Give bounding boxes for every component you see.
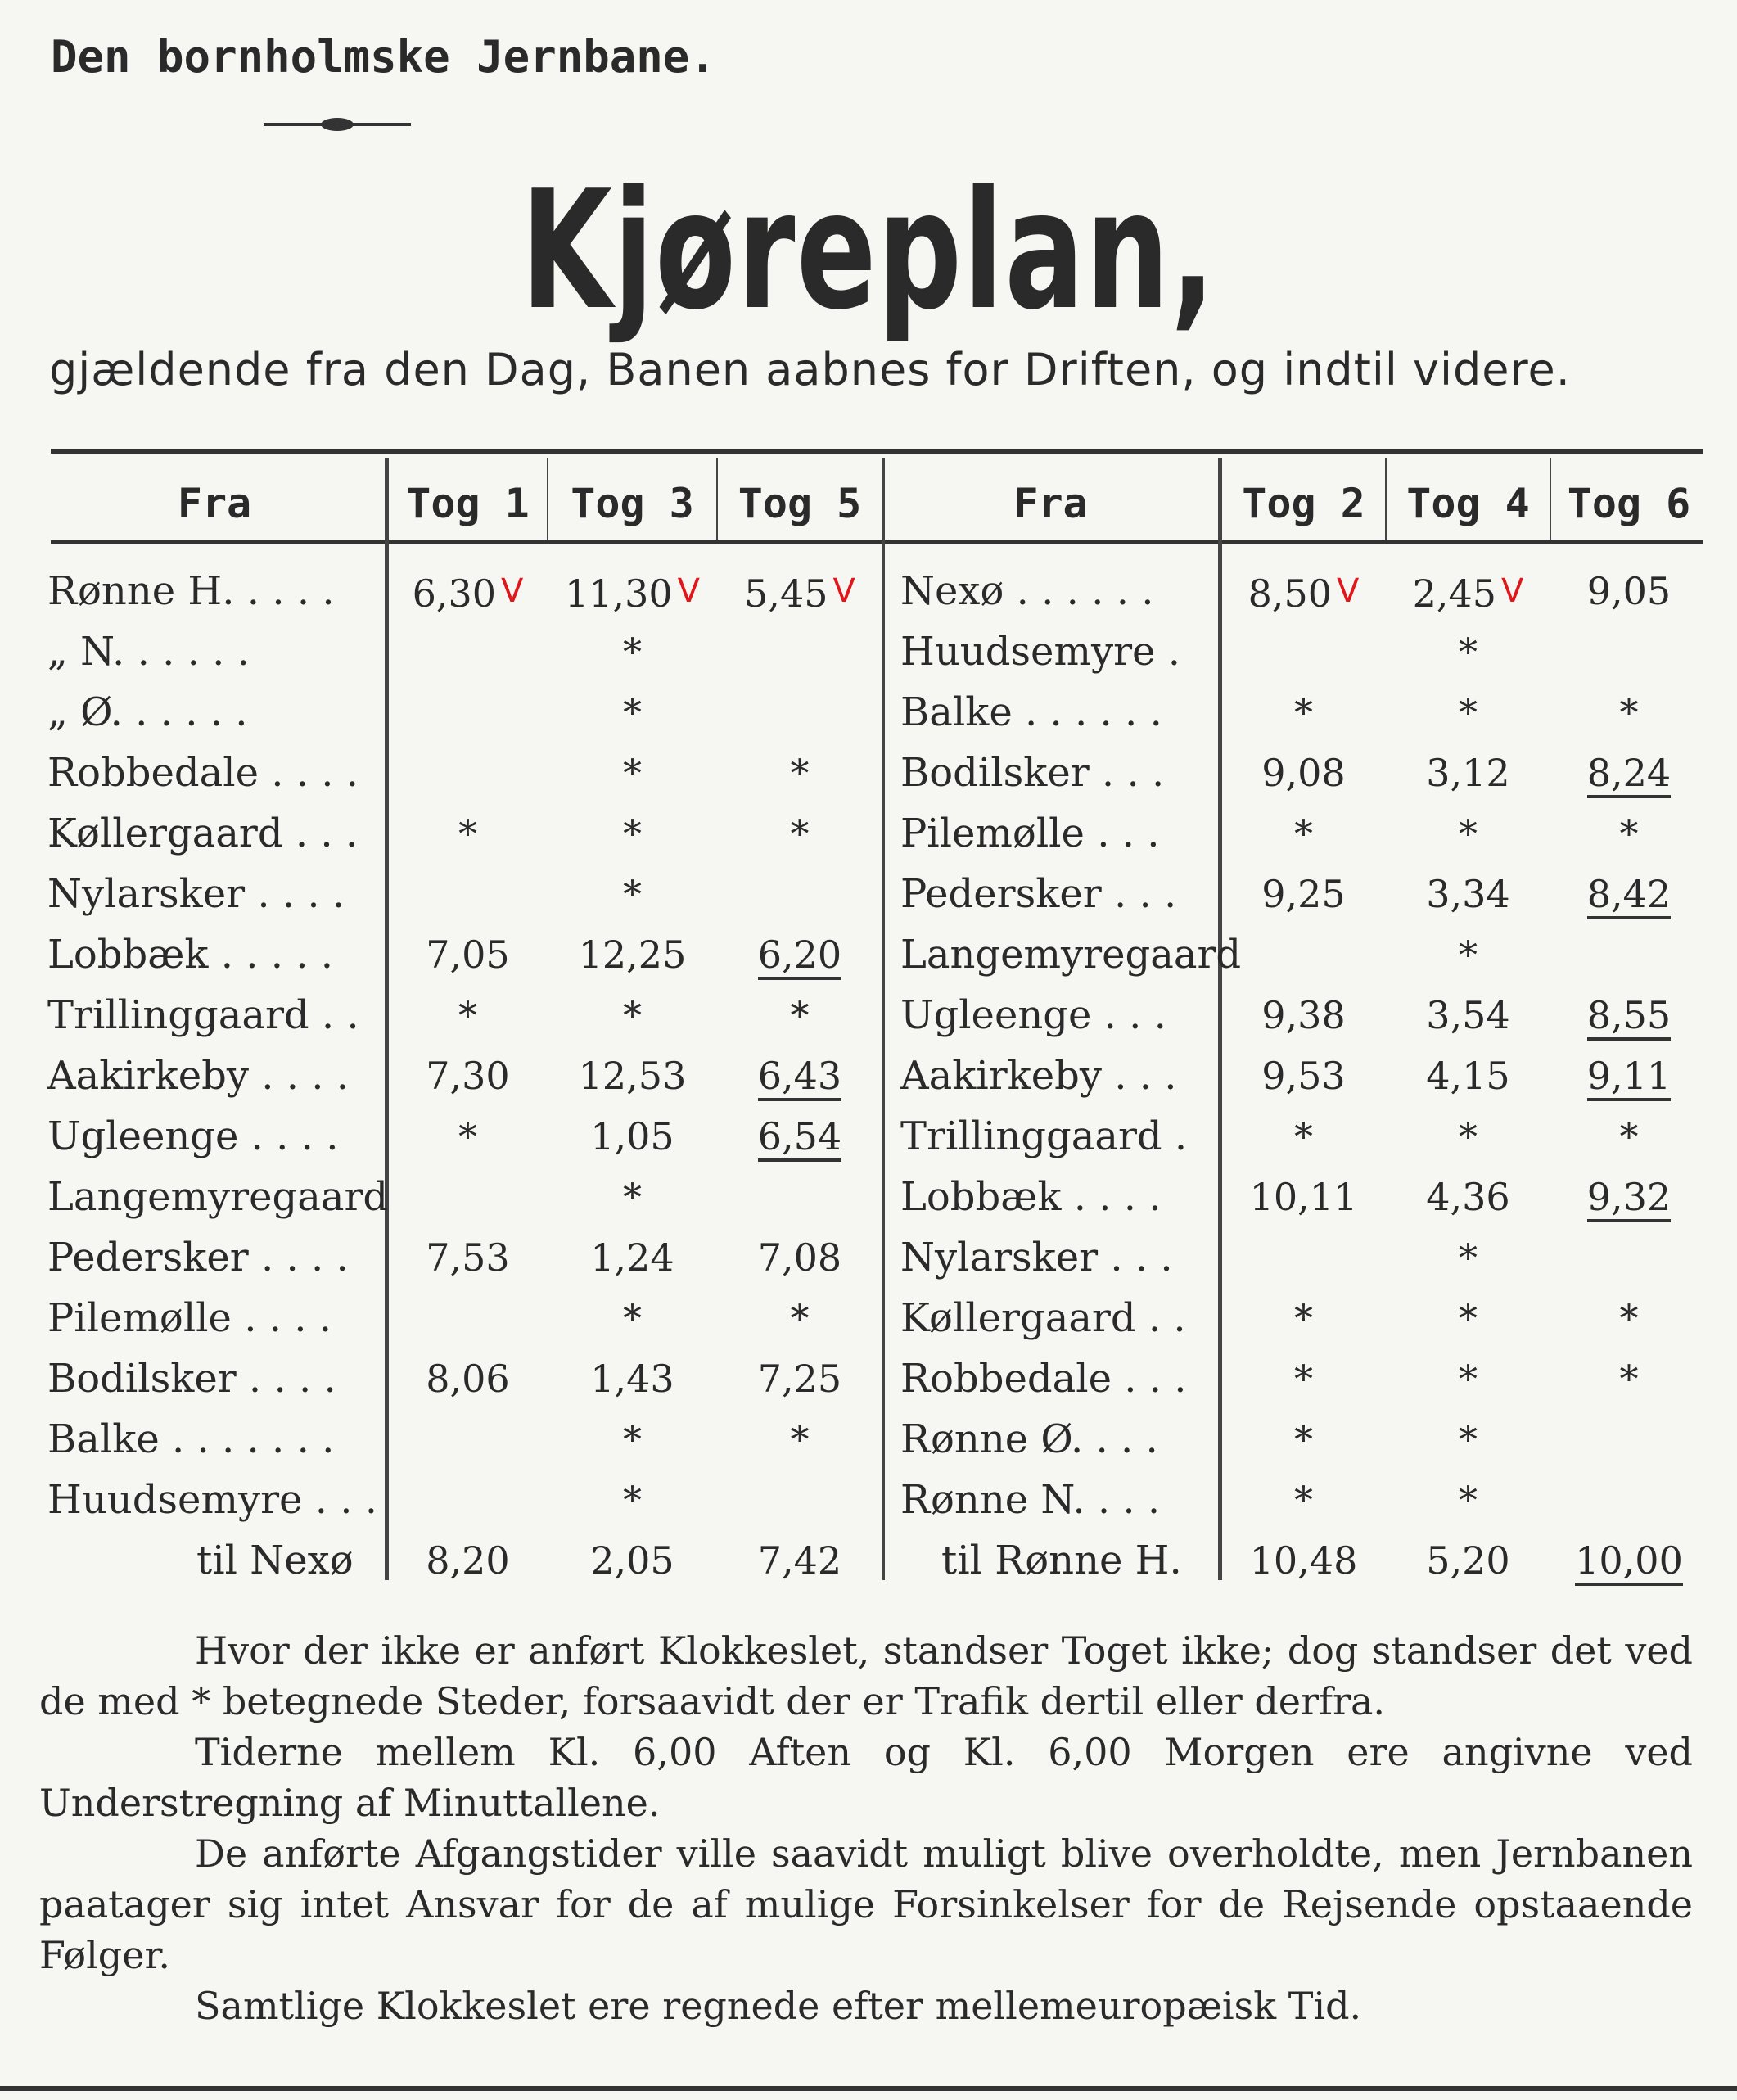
cell-text: 1,24	[590, 1235, 674, 1280]
cell-text: *	[623, 690, 642, 734]
page-bottom-rule	[0, 2086, 1737, 2091]
time-cell	[1222, 924, 1385, 985]
cell-text: 10,11	[1249, 1175, 1358, 1219]
cell-text: *	[623, 1296, 642, 1340]
station-cell	[900, 561, 1216, 621]
time-cell	[718, 1530, 882, 1591]
cell-text: 9,32	[1587, 1175, 1671, 1222]
cell-text: Huudsemyre .	[900, 629, 1180, 675]
time-cell	[1387, 803, 1550, 864]
cell-text: *	[1294, 1357, 1313, 1401]
time-cell	[389, 1227, 547, 1288]
cell-text: *	[623, 1417, 642, 1461]
time-cell	[548, 1227, 716, 1288]
cell-text: 8,20	[426, 1538, 510, 1583]
cell-text: Pedersker . . .	[900, 871, 1177, 917]
time-cell	[1551, 1227, 1707, 1288]
cell-text: *	[458, 1114, 477, 1158]
cell-text: *	[623, 993, 642, 1037]
cell-text: Balke . . . . . .	[900, 689, 1162, 735]
cell-text: *	[458, 993, 477, 1037]
time-cell	[718, 1470, 882, 1530]
station-cell	[196, 1530, 383, 1591]
time-cell	[1551, 1106, 1707, 1167]
time-cell	[1551, 864, 1707, 924]
station-cell	[47, 803, 383, 864]
time-cell	[389, 1530, 547, 1591]
time-cell	[389, 1470, 547, 1530]
cell-text: Aakirkeby . . . .	[47, 1053, 350, 1099]
station-cell	[47, 1409, 383, 1470]
cell-text: Robbedale . . .	[900, 1356, 1187, 1402]
cell-text: *	[1619, 811, 1639, 856]
station-cell	[900, 682, 1216, 743]
cell-text: *	[1294, 1478, 1313, 1522]
time-cell	[1551, 743, 1707, 803]
col-divider	[882, 458, 885, 1580]
cell-text: 9,25	[1261, 872, 1346, 916]
time-cell	[1387, 743, 1550, 803]
cell-text: 9,11	[1587, 1054, 1671, 1101]
col-head-tog-4: Tog 4	[1406, 480, 1530, 527]
time-cell	[1551, 1530, 1707, 1591]
time-cell	[1222, 1470, 1385, 1530]
time-cell	[1551, 803, 1707, 864]
cell-text: 8,50	[1247, 571, 1333, 616]
station-cell	[900, 803, 1216, 864]
time-cell	[389, 924, 547, 985]
col-head-tog-3: Tog 3	[571, 480, 694, 527]
cell-text: *	[623, 630, 642, 674]
cell-text: Nexø . . . . . .	[900, 568, 1154, 614]
cell-text: *	[623, 751, 642, 795]
station-cell	[47, 1470, 383, 1530]
cell-text: 9,05	[1586, 569, 1672, 613]
time-cell	[548, 743, 716, 803]
cell-text: 9,38	[1261, 993, 1346, 1037]
time-cell	[548, 1348, 716, 1409]
time-cell	[548, 1288, 716, 1348]
time-cell	[1222, 1409, 1385, 1470]
time-cell	[548, 1409, 716, 1470]
cell-text: *	[1294, 1114, 1313, 1158]
time-cell	[389, 682, 547, 743]
col-head-tog-1: Tog 1	[406, 480, 530, 527]
footnotes	[39, 1625, 1693, 2031]
time-cell	[718, 803, 882, 864]
time-cell	[1222, 803, 1385, 864]
cell-text: *	[1294, 811, 1313, 856]
station-cell	[900, 1409, 1216, 1470]
cell-text: 7,25	[757, 1357, 842, 1401]
time-cell	[1387, 1167, 1550, 1227]
cell-text: Køllergaard . .	[900, 1295, 1186, 1341]
time-cell	[1387, 1530, 1550, 1591]
time-cell	[548, 985, 716, 1045]
time-cell	[1222, 1167, 1385, 1227]
time-cell	[1551, 1167, 1707, 1227]
table-head-rule	[51, 540, 1703, 544]
check-mark-icon: V	[677, 572, 701, 610]
cell-text: *	[623, 1175, 642, 1219]
table-top-rule	[51, 449, 1703, 454]
time-cell	[718, 985, 882, 1045]
cell-text: *	[623, 872, 642, 916]
time-cell	[548, 1167, 716, 1227]
cell-text: Balke . . . . . . .	[47, 1416, 335, 1462]
check-mark-icon: V	[501, 572, 524, 610]
cell-text: til Nexø	[196, 1538, 354, 1583]
station-cell	[900, 1106, 1216, 1167]
cell-text: 1,05	[590, 1114, 674, 1158]
cell-text: 8,42	[1587, 872, 1671, 919]
time-cell	[1222, 561, 1385, 621]
time-cell	[1387, 1409, 1550, 1470]
time-cell	[389, 1348, 547, 1409]
cell-text: Pilemølle . . . .	[47, 1295, 332, 1341]
time-cell	[1551, 1470, 1707, 1530]
time-cell	[1387, 1470, 1550, 1530]
cell-text: „ Ø. . . . . .	[47, 689, 248, 735]
cell-text: Lobbæk . . . .	[900, 1174, 1162, 1220]
time-cell	[389, 561, 547, 621]
time-cell	[1222, 1045, 1385, 1106]
time-cell	[1551, 1409, 1707, 1470]
time-cell	[718, 924, 882, 985]
cell-text: 3,34	[1426, 872, 1510, 916]
station-cell	[900, 864, 1216, 924]
time-cell	[1551, 1045, 1707, 1106]
cell-text: Bodilsker . . .	[900, 750, 1165, 796]
time-cell	[389, 864, 547, 924]
time-cell	[548, 1045, 716, 1106]
col-head-from-left: Fra	[177, 480, 252, 527]
station-cell	[47, 561, 383, 621]
station-cell	[47, 985, 383, 1045]
page-subtitle: gjældende fra den Dag, Banen aabnes for Driften, og indtil videre.	[49, 344, 1571, 395]
cell-text: 7,53	[426, 1235, 510, 1280]
time-cell	[389, 743, 547, 803]
cell-text: *	[1619, 1114, 1639, 1158]
cell-text: *	[790, 751, 810, 795]
time-cell	[718, 1227, 882, 1288]
time-cell	[1551, 621, 1707, 682]
cell-text: *	[1459, 811, 1478, 856]
time-cell	[718, 1045, 882, 1106]
station-cell	[47, 1288, 383, 1348]
time-cell	[718, 1288, 882, 1348]
check-mark-icon: V	[1337, 572, 1360, 610]
cell-text: *	[1459, 1478, 1478, 1522]
time-cell	[1551, 924, 1707, 985]
time-cell	[1222, 743, 1385, 803]
page-title: Kjøreplan,	[521, 156, 1216, 346]
station-cell	[900, 1227, 1216, 1288]
cell-text: *	[790, 1296, 810, 1340]
col-head-from-right: Fra	[1013, 480, 1088, 527]
time-cell	[389, 621, 547, 682]
col-head-tog-6: Tog 6	[1567, 480, 1691, 527]
cell-text: *	[1459, 1357, 1478, 1401]
cell-text: „ N. . . . . .	[47, 629, 250, 675]
footnote: De anførte Afgangstider ville saavidt muligt blive overholdte, men Jernbanen paatager sig intet Ansvar for de af mulige Forsinkelser for de Rejsende opstaaende Følger.	[39, 1831, 1693, 1977]
cell-text: Trillinggaard .	[900, 1113, 1188, 1159]
cell-text: 9,08	[1261, 751, 1346, 795]
station-cell	[47, 864, 383, 924]
time-cell	[1387, 1106, 1550, 1167]
station-cell	[900, 1470, 1216, 1530]
cell-text: 5,45	[744, 571, 828, 616]
cell-text: 4,15	[1426, 1054, 1510, 1098]
cell-text: *	[1294, 1296, 1313, 1340]
footnote: Tiderne mellem Kl. 6,00 Aften og Kl. 6,00 Morgen ere angivne ved Understregning af Minuttallene.	[39, 1730, 1693, 1825]
cell-text: Huudsemyre . . .	[47, 1477, 377, 1523]
cell-text: *	[1619, 1296, 1639, 1340]
time-cell	[718, 743, 882, 803]
time-cell	[548, 682, 716, 743]
cell-text: Ugleenge . . . .	[47, 1113, 339, 1159]
cell-text: *	[1459, 690, 1478, 734]
cell-text: til Rønne H.	[941, 1538, 1182, 1583]
station-cell	[47, 743, 383, 803]
cell-text: 8,24	[1587, 751, 1671, 798]
cell-text: *	[1459, 630, 1478, 674]
time-cell	[389, 1288, 547, 1348]
cell-text: 6,54	[758, 1114, 841, 1162]
cell-text: 4,36	[1426, 1175, 1510, 1219]
cell-text: Robbedale . . . .	[47, 750, 359, 796]
time-cell	[389, 985, 547, 1045]
cell-text: Pilemølle . . .	[900, 811, 1160, 856]
time-cell	[548, 561, 716, 621]
cell-text: Bodilsker . . . .	[47, 1356, 336, 1402]
cell-text: 12,25	[578, 933, 687, 977]
station-cell	[900, 621, 1216, 682]
header-line: Den bornholmske Jernbane.	[51, 31, 716, 83]
station-cell	[47, 1348, 383, 1409]
cell-text: *	[623, 811, 642, 856]
time-cell	[389, 1045, 547, 1106]
cell-text: *	[1619, 1357, 1639, 1401]
cell-text: *	[790, 1417, 810, 1461]
cell-text: *	[790, 811, 810, 856]
time-cell	[1551, 1348, 1707, 1409]
time-cell	[389, 803, 547, 864]
cell-text: Langemyregaard	[900, 932, 1242, 978]
cell-text: 3,54	[1426, 993, 1510, 1037]
time-cell	[1222, 985, 1385, 1045]
cell-text: 6,30	[412, 571, 497, 616]
station-cell	[900, 743, 1216, 803]
cell-text: Nylarsker . . .	[900, 1235, 1173, 1280]
cell-text: 6,43	[758, 1054, 841, 1101]
time-cell	[1387, 1045, 1550, 1106]
time-cell	[1387, 1288, 1550, 1348]
cell-text: *	[1459, 1114, 1478, 1158]
time-cell	[548, 1106, 716, 1167]
station-cell	[47, 924, 383, 985]
cell-text: Rønne N. . . .	[900, 1477, 1161, 1523]
time-cell	[718, 561, 882, 621]
check-mark-icon: V	[832, 572, 855, 610]
cell-text: 7,08	[757, 1235, 842, 1280]
time-cell	[1222, 1530, 1385, 1591]
cell-text: Lobbæk . . . . .	[47, 932, 334, 978]
cell-text: Pedersker . . . .	[47, 1235, 349, 1280]
cell-text: 10,00	[1575, 1538, 1683, 1586]
cell-text: Rønne Ø. . . .	[900, 1416, 1158, 1462]
cell-text: 7,42	[757, 1538, 842, 1583]
cell-text: Nylarsker . . . .	[47, 871, 345, 917]
cell-text: 7,30	[426, 1054, 510, 1098]
time-cell	[1222, 1288, 1385, 1348]
time-cell	[1387, 924, 1550, 985]
cell-text: Trillinggaard . .	[47, 992, 359, 1038]
time-cell	[1551, 1288, 1707, 1348]
cell-text: 2,05	[590, 1538, 674, 1583]
time-cell	[1222, 864, 1385, 924]
cell-text: 5,20	[1426, 1538, 1510, 1583]
footnote: Hvor der ikke er anført Klokkeslet, standser Toget ikke; dog standser det ved de med * betegnede Steder, forsaavidt der er Trafik dertil eller derfra.	[39, 1628, 1693, 1723]
time-cell	[718, 1348, 882, 1409]
cell-text: *	[1459, 1417, 1478, 1461]
time-cell	[1387, 864, 1550, 924]
station-cell	[900, 985, 1216, 1045]
cell-text: *	[1294, 1417, 1313, 1461]
time-cell	[1387, 1227, 1550, 1288]
cell-text: Ugleenge . . .	[900, 992, 1166, 1038]
cell-text: *	[1459, 1296, 1478, 1340]
cell-text: Rønne H. . . . .	[47, 568, 335, 614]
cell-text: 10,48	[1249, 1538, 1358, 1583]
station-cell	[47, 621, 383, 682]
station-cell	[47, 1045, 383, 1106]
check-mark-icon: V	[1501, 572, 1524, 610]
time-cell	[1222, 621, 1385, 682]
station-cell	[900, 924, 1242, 985]
cell-text: 12,53	[578, 1054, 687, 1098]
station-cell	[47, 1106, 383, 1167]
time-cell	[718, 682, 882, 743]
cell-text: *	[1459, 933, 1478, 977]
time-cell	[1387, 682, 1550, 743]
ornament-divider	[264, 115, 411, 134]
cell-text: 7,05	[426, 933, 510, 977]
time-cell	[548, 621, 716, 682]
time-cell	[548, 1470, 716, 1530]
cell-text: *	[1619, 690, 1639, 734]
footnote: Samtlige Klokkeslet ere regnede efter mellemeuropæisk Tid.	[195, 1984, 1362, 2028]
time-cell	[1222, 1227, 1385, 1288]
time-cell	[718, 1106, 882, 1167]
col-head-tog-2: Tog 2	[1242, 480, 1365, 527]
time-cell	[1387, 985, 1550, 1045]
cell-text: 8,55	[1587, 993, 1671, 1041]
col-head-tog-5: Tog 5	[738, 480, 862, 527]
time-cell	[1387, 561, 1550, 621]
time-cell	[718, 621, 882, 682]
station-cell	[900, 1045, 1216, 1106]
cell-text: 2,45	[1412, 571, 1497, 616]
time-cell	[548, 924, 716, 985]
time-cell	[1222, 1348, 1385, 1409]
cell-text: *	[790, 993, 810, 1037]
time-cell	[389, 1106, 547, 1167]
time-cell	[1222, 682, 1385, 743]
station-cell	[47, 1167, 389, 1227]
time-cell	[1387, 621, 1550, 682]
station-cell	[900, 1288, 1216, 1348]
cell-text: 8,06	[426, 1357, 510, 1401]
time-cell	[548, 1530, 716, 1591]
station-cell	[47, 1227, 383, 1288]
cell-text: 1,43	[590, 1357, 674, 1401]
cell-text: *	[1459, 1235, 1478, 1280]
time-cell	[718, 864, 882, 924]
cell-text: 11,30	[564, 571, 673, 616]
time-cell	[389, 1167, 547, 1227]
time-cell	[548, 864, 716, 924]
time-cell	[1387, 1348, 1550, 1409]
cell-text: 9,53	[1261, 1054, 1346, 1098]
cell-text: Køllergaard . . .	[47, 811, 359, 856]
time-cell	[1222, 1106, 1385, 1167]
time-cell	[389, 1409, 547, 1470]
time-cell	[548, 803, 716, 864]
cell-text: 6,20	[758, 933, 841, 980]
cell-text: *	[458, 811, 477, 856]
station-cell	[900, 1167, 1216, 1227]
time-cell	[1551, 561, 1707, 621]
cell-text: Langemyregaard	[47, 1174, 389, 1220]
cell-text: *	[623, 1478, 642, 1522]
time-cell	[718, 1167, 882, 1227]
station-cell	[47, 682, 383, 743]
cell-text: 3,12	[1426, 751, 1510, 795]
cell-text: *	[1294, 690, 1313, 734]
cell-text: Aakirkeby . . .	[900, 1053, 1177, 1099]
time-cell	[718, 1409, 882, 1470]
station-cell	[900, 1348, 1216, 1409]
station-cell	[941, 1530, 1216, 1591]
time-cell	[1551, 985, 1707, 1045]
time-cell	[1551, 682, 1707, 743]
